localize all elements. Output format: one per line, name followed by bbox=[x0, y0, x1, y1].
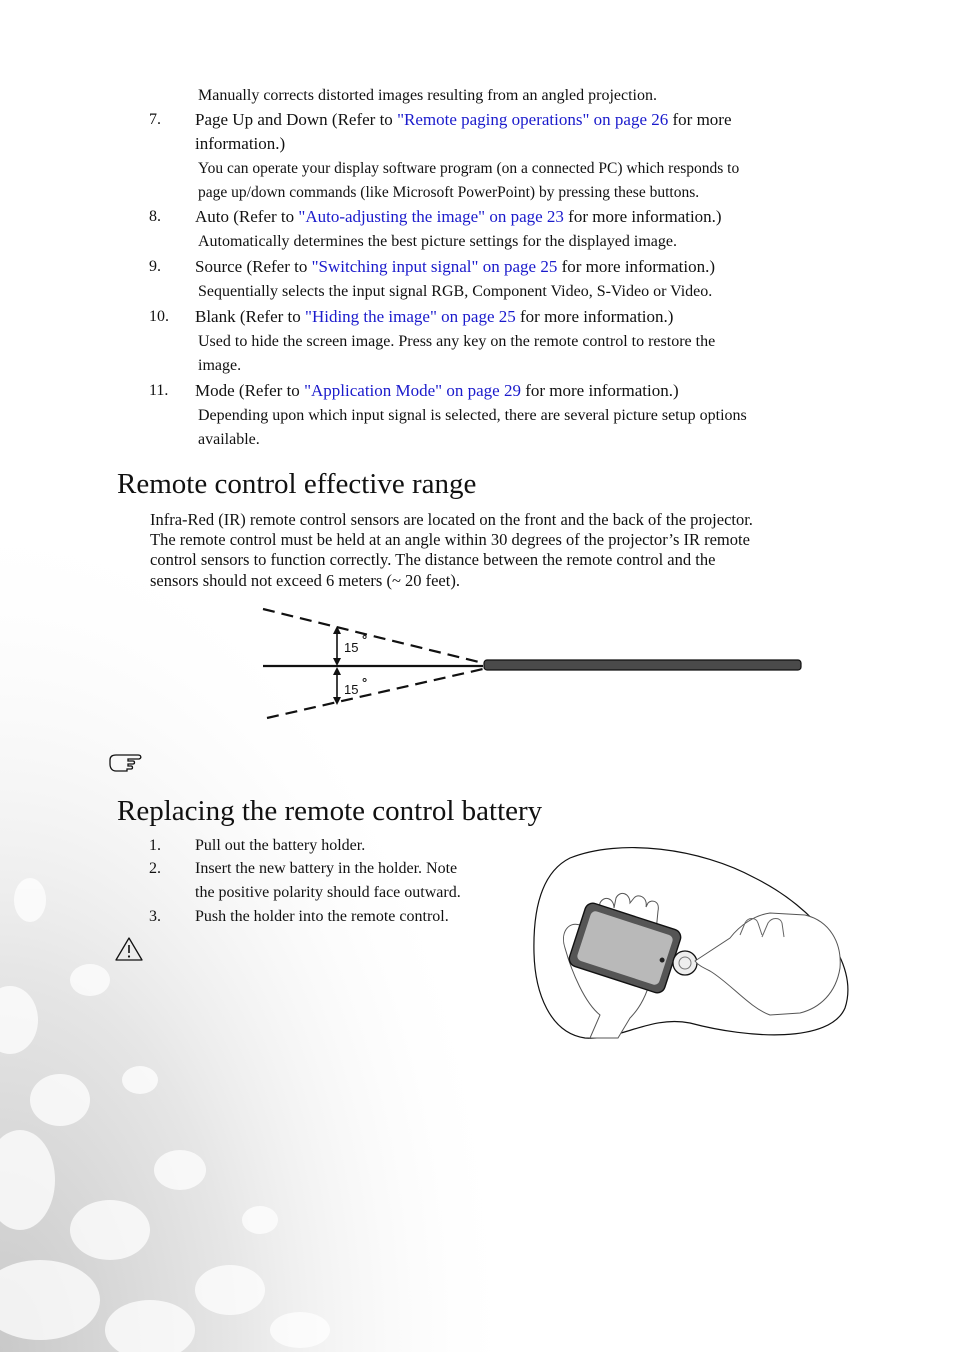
step1-number: 1. bbox=[149, 837, 161, 854]
item9-link[interactable]: "Switching input signal" on page 25 bbox=[311, 257, 558, 276]
item7-heading-cont: information.) bbox=[195, 134, 286, 153]
item10-desc-line2: image. bbox=[198, 357, 242, 374]
lower-range-boundary bbox=[267, 669, 483, 718]
item9-heading-post: for more information.) bbox=[557, 257, 716, 276]
item9-desc: Sequentially selects the input signal RGB, Component Video, S-Video or Video. bbox=[198, 283, 713, 300]
item11-desc-line2: available. bbox=[198, 431, 260, 448]
item10-heading-pre: Blank (Refer to bbox=[195, 307, 305, 326]
step3-number: 3. bbox=[149, 908, 161, 925]
pointing-hand-icon bbox=[108, 750, 148, 774]
item11-desc-line1: Depending upon which input signal is selected, there are several picture setup options bbox=[198, 407, 747, 424]
item8-heading-pre: Auto (Refer to bbox=[195, 207, 299, 226]
lower-degree-symbol: ° bbox=[362, 675, 368, 690]
hand-battery-illustration bbox=[530, 843, 855, 1045]
item11-number: 11. bbox=[149, 382, 169, 399]
item10-heading bbox=[195, 305, 673, 329]
item7-heading-pre: Page Up and Down (Refer to bbox=[195, 110, 398, 129]
warning-triangle-icon bbox=[114, 936, 144, 962]
item7-heading bbox=[195, 108, 732, 132]
range-para-line2: The remote control must be held at an angle within 30 degrees of the projector’s IR remote bbox=[150, 530, 750, 549]
item6-description: Manually corrects distorted images resulting from an angled projection. bbox=[198, 87, 657, 104]
step2-text-line1: Insert the new battery in the holder. Note bbox=[195, 860, 458, 877]
item8-desc: Automatically determines the best picture settings for the displayed image. bbox=[198, 233, 677, 250]
item8-number: 8. bbox=[149, 208, 161, 225]
item7-number: 7. bbox=[149, 111, 161, 128]
range-para-line1: Infra-Red (IR) remote control sensors are located on the front and the back of the projector. bbox=[150, 510, 753, 529]
range-para-line3: control sensors to function correctly. The distance between the remote control and the bbox=[150, 550, 716, 569]
upper-angle-arrow bbox=[333, 626, 341, 666]
battery bbox=[673, 951, 697, 975]
item10-link[interactable]: "Hiding the image" on page 25 bbox=[305, 307, 516, 326]
lower-angle-label: 15 bbox=[344, 682, 359, 697]
step2-number: 2. bbox=[149, 860, 161, 877]
upper-range-boundary bbox=[263, 609, 483, 663]
item8-heading-post: for more information.) bbox=[563, 207, 722, 226]
range-diagram bbox=[255, 600, 815, 730]
step2-text-line2: the positive polarity should face outward. bbox=[195, 884, 461, 901]
item9-heading bbox=[195, 255, 715, 279]
upper-degree-symbol: ° bbox=[362, 632, 368, 647]
item11-heading bbox=[195, 379, 679, 403]
item8-link[interactable]: "Auto-adjusting the image" on page 23 bbox=[298, 207, 564, 226]
battery-section-title: Replacing the remote control battery bbox=[117, 795, 543, 827]
item11-heading-pre: Mode (Refer to bbox=[195, 381, 305, 400]
item7-desc-line2: page up/down commands (like Microsoft PowerPoint) by pressing these buttons. bbox=[198, 184, 700, 201]
step1-text: Pull out the battery holder. bbox=[195, 837, 366, 854]
range-para-line4: sensors should not exceed 6 meters (~ 20 feet). bbox=[150, 571, 460, 590]
item7-heading-post: for more bbox=[668, 110, 732, 129]
upper-angle-label: 15 bbox=[344, 640, 359, 655]
item11-heading-post: for more information.) bbox=[520, 381, 679, 400]
item11-link[interactable]: "Application Mode" on page 29 bbox=[304, 381, 521, 400]
range-section-title: Remote control effective range bbox=[117, 468, 477, 500]
item9-number: 9. bbox=[149, 258, 161, 275]
item10-desc-line1: Used to hide the screen image. Press any key on the remote control to restore the bbox=[198, 333, 716, 350]
item10-number: 10. bbox=[149, 308, 169, 325]
item7-link[interactable]: "Remote paging operations" on page 26 bbox=[397, 110, 669, 129]
projector-side-view bbox=[484, 660, 801, 670]
lower-angle-arrow bbox=[333, 667, 341, 705]
item9-heading-pre: Source (Refer to bbox=[195, 257, 312, 276]
item7-desc-line1: You can operate your display software program (on a connected PC) which responds to bbox=[198, 160, 740, 177]
item8-heading bbox=[195, 205, 722, 229]
step3-text: Push the holder into the remote control. bbox=[195, 908, 449, 925]
item10-heading-post: for more information.) bbox=[515, 307, 674, 326]
